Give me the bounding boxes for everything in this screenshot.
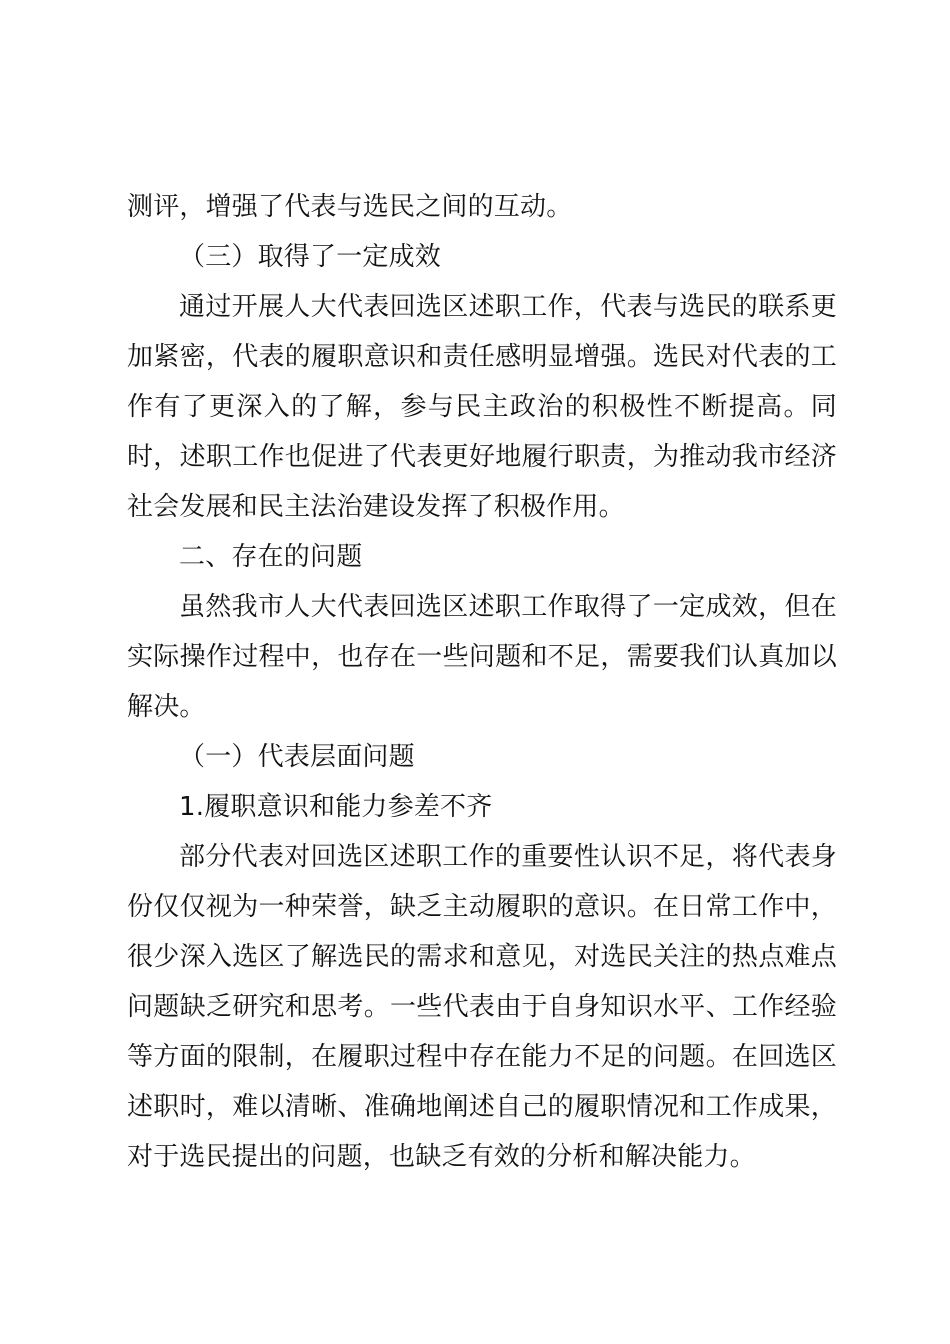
document-body — [127, 182, 837, 1182]
section-heading-problems: 二、存在的问题 — [179, 542, 363, 572]
item-heading-1: 1.履职意识和能力参差不齐 — [179, 792, 493, 822]
paragraph-problems-intro: 虽然我市人大代表回选区述职工作取得了一定成效，但在实际操作过程中，也存在一些问题和不足，需要我们认真加以解决。 — [127, 592, 837, 722]
subsection-heading-1: （一）代表层面问题 — [179, 742, 415, 772]
paragraph-results: 通过开展人大代表回选区述职工作，代表与选民的联系更加紧密，代表的履职意识和责任感明显增强。选民对代表的工作有了更深入的了解，参与民主政治的积极性不断提高。同时，述职工作也促进了代表更好地履行职责，为推动我市经济社会发展和民主法治建设发挥了积极作用。 — [127, 292, 837, 522]
paragraph-continuation: 测评，增强了代表与选民之间的互动。 — [127, 192, 573, 222]
paragraph-ability-issues: 部分代表对回选区述职工作的重要性认识不足，将代表身份仅仅视为一种荣誉，缺乏主动履职的意识。在日常工作中，很少深入选区了解选民的需求和意见，对选民关注的热点难点问题缺乏研究和思考。一些代表由于自身知识水平、工作经验等方面的限制，在履职过程中存在能力不足的问题。在回选区述职时，难以清晰、准确地阐述自己的履职情况和工作成果，对于选民提出的问题，也缺乏有效的分析和解决能力。 — [127, 842, 837, 1172]
subsection-heading-3: （三）取得了一定成效 — [179, 242, 442, 272]
